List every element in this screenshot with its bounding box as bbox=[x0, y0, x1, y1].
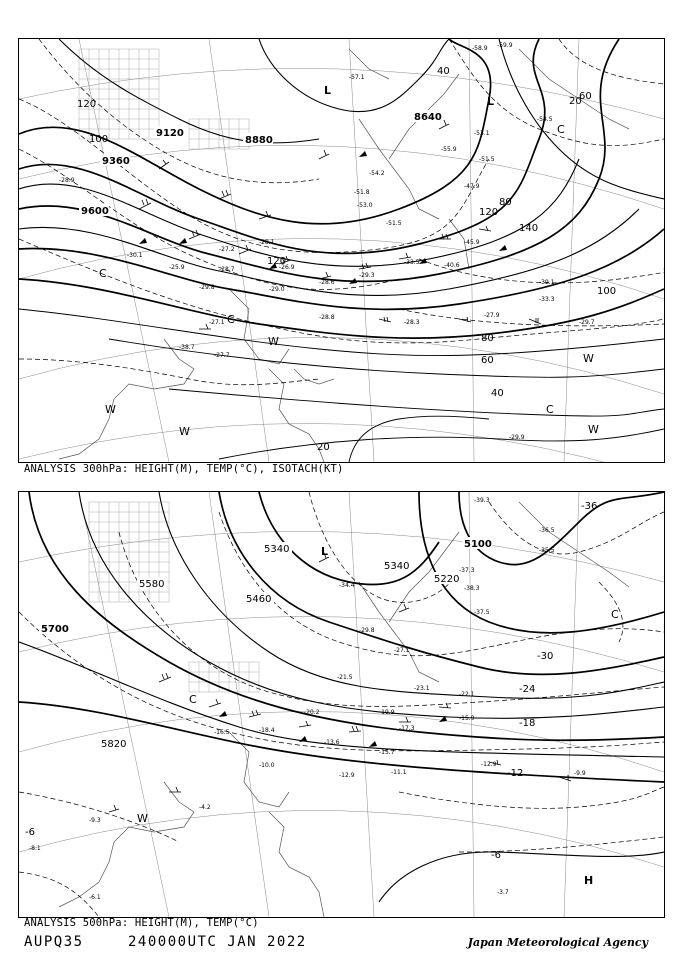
obs-label: -17.3 bbox=[399, 725, 415, 732]
obs-label: -18.4 bbox=[259, 727, 275, 734]
temp-label: -27.7 bbox=[214, 352, 230, 359]
isotach-label: 60 bbox=[579, 91, 592, 102]
obs-label: -9.3 bbox=[89, 817, 101, 824]
height-label: 8880 bbox=[245, 135, 273, 146]
isotach-label: 120 bbox=[479, 207, 499, 218]
height-contours-secondary bbox=[19, 39, 664, 295]
temp-label: -28.3 bbox=[404, 319, 420, 326]
obs-label: -37.5 bbox=[474, 609, 490, 616]
valid-time: 240000UTC JAN 2022 bbox=[128, 934, 307, 950]
temp-label: -29.8 bbox=[199, 284, 215, 291]
height-label: 5220 bbox=[434, 574, 460, 585]
obs-label: -34.4 bbox=[339, 582, 355, 589]
chart-id: AUPQ35 bbox=[24, 934, 84, 950]
obs-label: -19.9 bbox=[379, 709, 395, 716]
isotach-label: 80 bbox=[481, 333, 494, 344]
isotherm-label: -12 bbox=[507, 768, 524, 779]
obs-label: -35.5 bbox=[539, 547, 555, 554]
obs-label: -20.2 bbox=[304, 709, 320, 716]
obs-label: -22.1 bbox=[459, 691, 475, 698]
obs-label: -12.9 bbox=[339, 772, 355, 779]
temp-label: -28.1 bbox=[259, 239, 275, 246]
cold-symbol: C bbox=[189, 693, 197, 706]
isotherm-label: -36 bbox=[581, 501, 598, 512]
temp-label: -51.5 bbox=[386, 220, 402, 227]
temp-label: -29.7 bbox=[579, 319, 595, 326]
obs-label: -27.1 bbox=[394, 647, 410, 654]
height-label: 5340 bbox=[384, 561, 410, 572]
obs-label: -13.6 bbox=[324, 739, 340, 746]
temp-label: -54.2 bbox=[369, 170, 385, 177]
graticule bbox=[19, 39, 664, 462]
height-label: 5580 bbox=[139, 579, 165, 590]
isotach-label: 80 bbox=[499, 197, 512, 208]
low-symbol: L bbox=[487, 95, 495, 108]
warm-symbol: W bbox=[137, 812, 148, 825]
warm-symbol: W bbox=[588, 423, 599, 436]
map-300hpa bbox=[18, 38, 665, 463]
obs-label: -29.8 bbox=[359, 627, 375, 634]
wind-barbs bbox=[139, 120, 541, 329]
isotherm-label: -24 bbox=[519, 684, 536, 695]
isotherm-label: -18 bbox=[519, 718, 536, 729]
obs-label: -8.1 bbox=[29, 845, 41, 852]
map-500hpa bbox=[18, 491, 665, 918]
low-symbol: L bbox=[321, 545, 329, 558]
isotach-label: 20 bbox=[317, 442, 330, 453]
obs-label: -11.1 bbox=[391, 769, 407, 776]
obs-label: -16.5 bbox=[214, 729, 230, 736]
low-symbol: L bbox=[324, 84, 332, 97]
obs-label: -15.9 bbox=[459, 715, 475, 722]
obs-label: -12.9 bbox=[481, 761, 497, 768]
temp-label: -33.5 bbox=[404, 259, 420, 266]
warm-symbol: W bbox=[179, 425, 190, 438]
agency-name: Japan Meteorological Agency bbox=[467, 936, 648, 949]
height-label: 9120 bbox=[156, 128, 184, 139]
temp-label: -28.6 bbox=[319, 279, 335, 286]
temp-label: -53.1 bbox=[474, 130, 490, 137]
cold-symbol: C bbox=[611, 608, 619, 621]
height-label: 8640 bbox=[414, 112, 442, 123]
warm-symbol: W bbox=[268, 335, 279, 348]
temp-label: -39.1 bbox=[539, 279, 555, 286]
coastlines bbox=[59, 502, 629, 917]
obs-label: -9.9 bbox=[574, 770, 586, 777]
obs-label: -23.1 bbox=[414, 685, 430, 692]
temp-label: -58.9 bbox=[472, 45, 488, 52]
temp-label: -27.2 bbox=[219, 246, 235, 253]
isotherm-label: -30 bbox=[537, 651, 554, 662]
temp-label: -53.0 bbox=[357, 202, 373, 209]
temp-label: -29.0 bbox=[269, 286, 285, 293]
map-300hpa-svg bbox=[19, 39, 664, 462]
obs-label: -38.3 bbox=[464, 585, 480, 592]
warm-symbol: W bbox=[105, 403, 116, 416]
isotach-label: 60 bbox=[481, 355, 494, 366]
obs-label: -37.3 bbox=[459, 567, 475, 574]
isotherm-label: -6 bbox=[491, 850, 501, 861]
height-label: 9360 bbox=[102, 156, 130, 167]
cold-symbol: C bbox=[99, 267, 107, 280]
obs-label: -39.3 bbox=[474, 497, 490, 504]
obs-label: -21.5 bbox=[337, 674, 353, 681]
temp-label: -25.9 bbox=[169, 264, 185, 271]
temp-label: -28.7 bbox=[219, 266, 235, 273]
cold-symbol: C bbox=[227, 313, 235, 326]
isotach-label: 140 bbox=[519, 223, 539, 234]
height-label: 5340 bbox=[264, 544, 290, 555]
cold-symbol: C bbox=[546, 403, 554, 416]
isotherms bbox=[19, 492, 664, 917]
obs-label: -15.7 bbox=[379, 749, 395, 756]
temp-label: -38.7 bbox=[179, 344, 195, 351]
temp-label: -27.9 bbox=[484, 312, 500, 319]
temp-label: -26.9 bbox=[279, 264, 295, 271]
high-symbol: H bbox=[584, 874, 594, 887]
caption-300hpa: ANALYSIS 300hPa: HEIGHT(M), TEMP(°C), ISOTACH(KT) bbox=[24, 463, 344, 475]
height-label: 5460 bbox=[246, 594, 272, 605]
temp-label: -40.6 bbox=[444, 262, 460, 269]
graticule bbox=[19, 492, 664, 917]
obs-label: -6.1 bbox=[89, 894, 101, 901]
caption-500hpa: ANALYSIS 500hPa: HEIGHT(M), TEMP(°C) bbox=[24, 917, 259, 929]
isotach-label: 40 bbox=[491, 388, 504, 399]
temp-label: -30.1 bbox=[127, 252, 143, 259]
isotach-label: 120 bbox=[267, 256, 287, 267]
temp-label: -27.1 bbox=[209, 319, 225, 326]
isotherm-label: -6 bbox=[25, 827, 35, 838]
map-500hpa-svg bbox=[19, 492, 664, 917]
obs-label: -10.0 bbox=[259, 762, 275, 769]
isotach-label: 40 bbox=[437, 66, 450, 77]
temp-label: -29.3 bbox=[359, 272, 375, 279]
obs-label: -36.5 bbox=[539, 527, 555, 534]
temp-label: -28.9 bbox=[59, 177, 75, 184]
temp-label: -59.9 bbox=[497, 42, 513, 49]
temp-label: -55.9 bbox=[441, 146, 457, 153]
temp-label: -57.1 bbox=[349, 74, 365, 81]
temp-label: -47.9 bbox=[464, 183, 480, 190]
isotach-label: 100 bbox=[89, 134, 109, 145]
isotach-label: 100 bbox=[597, 286, 617, 297]
isotach-label: 20 bbox=[569, 96, 582, 107]
temp-label: -28.8 bbox=[319, 314, 335, 321]
warm-symbol: W bbox=[583, 352, 594, 365]
temp-label: -51.8 bbox=[354, 189, 370, 196]
obs-label: -3.7 bbox=[497, 889, 509, 896]
height-label: 5820 bbox=[101, 739, 127, 750]
cold-symbol: C bbox=[557, 123, 565, 136]
temp-label: -51.5 bbox=[479, 156, 495, 163]
height-label: 9600 bbox=[81, 206, 109, 217]
obs-label: -4.2 bbox=[199, 804, 211, 811]
height-label: 5700 bbox=[41, 624, 69, 635]
temp-label: -29.9 bbox=[509, 434, 525, 441]
temp-label: -45.9 bbox=[464, 239, 480, 246]
height-label: 120 bbox=[77, 99, 97, 110]
temp-label: -54.5 bbox=[537, 116, 553, 123]
height-label: 5100 bbox=[464, 539, 492, 550]
coastlines bbox=[59, 49, 629, 462]
temp-label: -33.3 bbox=[539, 296, 555, 303]
terrain-hatch bbox=[89, 502, 259, 692]
